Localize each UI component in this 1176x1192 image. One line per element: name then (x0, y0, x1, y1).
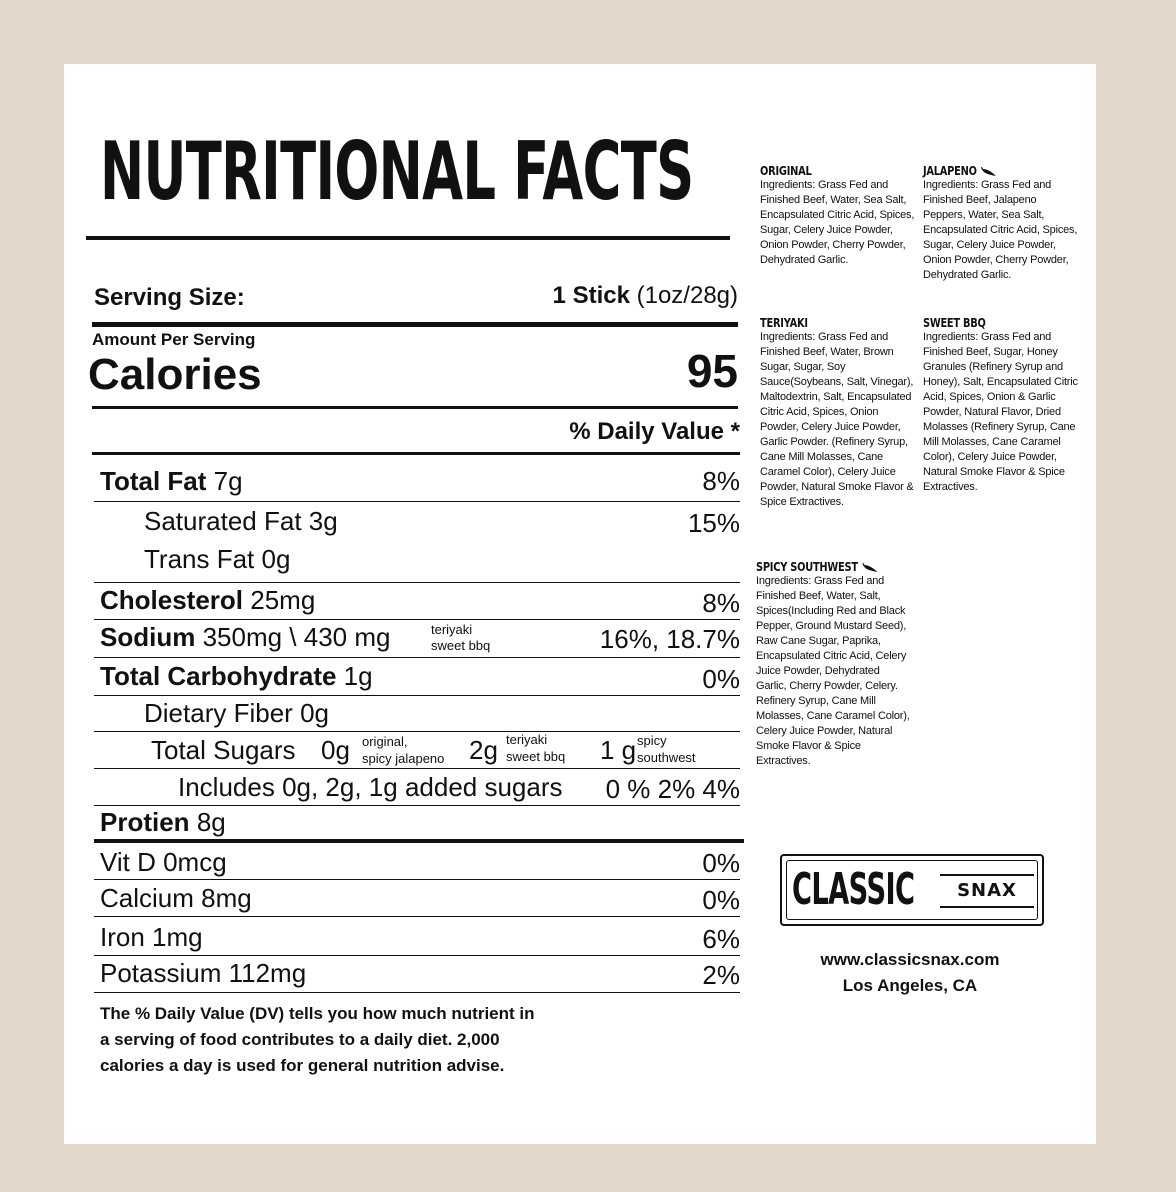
protein-amount: 8g (196, 807, 226, 837)
cholesterol-dv: 8% (702, 588, 740, 618)
serving-size-label: Serving Size: (94, 284, 245, 311)
sodium-dv: 16%, 18.7% (599, 624, 740, 654)
sugars-note-3b: southwest (637, 750, 696, 765)
title-rule (86, 236, 730, 240)
total-fat-row (100, 466, 243, 497)
iron-label: Iron 1mg (100, 922, 203, 952)
divider (94, 695, 740, 696)
sugars-note-1b: spicy jalapeno (362, 751, 445, 766)
divider (94, 955, 740, 956)
iron-dv: 6% (702, 924, 740, 954)
dv-header-rule (92, 452, 740, 455)
serving-amount: 1 Stick (552, 282, 630, 309)
total-carb-label: Total Carbohydrate (100, 661, 337, 691)
ingredients-sweet-bbq (923, 316, 1078, 495)
total-fat-label: Total Fat (100, 466, 207, 496)
sugars-amount-2: 2g (469, 735, 498, 765)
trans-fat-amount: 0g (261, 544, 291, 574)
ingredients-jalapeno-text: Ingredients: Grass Fed and Finished Beef, Jalapeno Peppers, Water, Sea Salt, Encapsulated Citric Acid, Spices, Sugar, Celery Juice Powder, Onion Powder, Cherry Powder, Dehydrated Garlic. (923, 179, 1078, 281)
footnote-line-2: a serving of food contributes to a daily diet. 2,000 (100, 1030, 500, 1049)
protein-label: Protien (100, 807, 190, 837)
divider (94, 731, 740, 732)
cholesterol-amount: 25mg (250, 585, 316, 615)
logo-word-classic: CLASSIC (792, 864, 915, 915)
protein-row (100, 807, 226, 838)
fiber-label: Dietary Fiber (144, 698, 293, 728)
pepper-icon (863, 563, 879, 573)
ingredients-original-text: Ingredients: Grass Fed and Finished Beef, Water, Sea Salt, Encapsulated Citric Acid, Spices, Sugar, Celery Juice Powder, Onion Powder, Cherry Powder, Dehydrated Garlic. (760, 179, 915, 266)
trans-fat-label: Trans Fat (144, 544, 255, 574)
sodium-amount: 350mg \ 430 mg (202, 622, 391, 652)
sodium-row (100, 622, 390, 653)
saturated-fat-row (144, 506, 338, 537)
ingredients-spicy-southwest-text: Ingredients: Grass Fed and Finished Beef, Water, Salt, Spices(Including Red and Black Pepper, Ground Mustard Seed), Raw Cane Sugar, Paprika, Encapsulated Citric Acid, Celery Juice Powder, Dehydrated Garlic, Cherry Powder, Celery. Refinery Syrup, Cane Mill Molasses, Cane Caramel Color), Celery Juice Powder, Natural Smoke Flavor & Spice Extractives. (756, 575, 910, 767)
pepper-icon (982, 167, 998, 177)
amount-per-serving-label: Amount Per Serving (92, 330, 256, 349)
divider (94, 768, 740, 769)
footnote-line-3: calories a day is used for general nutrition advise. (100, 1056, 505, 1075)
saturated-fat-dv: 15% (687, 508, 740, 538)
divider (94, 992, 740, 993)
added-sugars-label: Includes 0g, 2g, 1g added sugars (178, 772, 563, 802)
brand-logo (780, 854, 1044, 926)
divider (94, 657, 740, 658)
total-fat-dv: 8% (702, 466, 740, 496)
vit-d-dv: 0% (702, 848, 740, 878)
total-carb-amount: 1g (343, 661, 373, 691)
page-title: NUTRITIONAL FACTS (100, 125, 694, 218)
sugars-label: Total Sugars (151, 735, 296, 765)
sodium-label: Sodium (100, 622, 196, 652)
sodium-note-2: sweet bbq (431, 638, 491, 653)
protein-thick-rule (94, 839, 744, 843)
fiber-amount: 0g (300, 698, 329, 728)
ingredients-spicy-southwest-title: SPICY SOUTHWEST (756, 560, 858, 574)
serving-rule (92, 322, 738, 327)
logo-word-snax: SNAX (940, 874, 1034, 908)
sugars-note-3a: spicy (637, 733, 667, 748)
sugars-amount-1: 0g (321, 735, 350, 765)
calcium-dv: 0% (702, 885, 740, 915)
ingredients-teriyaki-text: Ingredients: Grass Fed and Finished Beef, Water, Brown Sugar, Sugar, Soy Sauce(Soybeans, Salt, Vinegar), Maltodextrin, Salt, Encapsulated Citric Acid, Spices, Onion Powder, Celery Juice Powder, Garlic Powder. (Refinery Syrup, Cane Mill Molasses, Cane Caramel Color), Celery Juice Powder, Natural Smoke Flavor & Spice Extractives. (760, 331, 914, 508)
divider (94, 805, 740, 806)
sugars-note-1a: original, (362, 734, 408, 749)
sodium-note-1: teriyaki (431, 622, 473, 637)
nutrition-card (64, 64, 1096, 1144)
calories-rule (92, 406, 738, 409)
total-fat-amount: 7g (213, 466, 243, 496)
potassium-label: Potassium 112mg (100, 958, 307, 988)
saturated-fat-amount: 3g (308, 506, 338, 536)
ingredients-jalapeno-heading (923, 164, 1050, 178)
divider (94, 501, 740, 502)
footnote-line-1: The % Daily Value (DV) tells you how much nutrient in (100, 1004, 535, 1023)
divider (94, 582, 740, 583)
ingredients-jalapeno-title: JALAPENO (923, 164, 977, 178)
divider (94, 879, 740, 880)
fiber-row (144, 698, 329, 729)
vit-d-label: Vit D 0mcg (100, 847, 227, 877)
potassium-dv: 2% (702, 960, 740, 990)
ingredients-spicy-southwest (756, 560, 911, 769)
ingredients-original (760, 164, 915, 268)
sugars-amount-3: 1 g (600, 735, 637, 765)
website-link[interactable]: www.classicsnax.com (820, 950, 1000, 969)
location-text: Los Angeles, CA (842, 976, 978, 995)
ingredients-teriyaki (760, 316, 915, 510)
calcium-label: Calcium 8mg (100, 883, 252, 913)
ingredients-teriyaki-title: TERIYAKI (760, 316, 808, 330)
cholesterol-label: Cholesterol (100, 585, 244, 615)
added-sugars-dv: 0 % 2% 4% (605, 774, 740, 804)
saturated-fat-label: Saturated Fat (144, 506, 302, 536)
daily-value-header: % Daily Value * (569, 418, 740, 445)
serving-size-value (524, 282, 738, 310)
serving-weight: (1oz/28g) (636, 282, 738, 309)
ingredients-original-title: ORIGINAL (760, 164, 812, 178)
ingredients-spicy-southwest-heading (756, 560, 883, 574)
sugars-note-2b: sweet bbq (506, 749, 566, 764)
total-carb-dv: 0% (702, 664, 740, 694)
trans-fat-row (144, 544, 290, 575)
calories-label: Calories (88, 350, 262, 399)
ingredients-sweet-bbq-text: Ingredients: Grass Fed and Finished Beef, Sugar, Honey Granules (Refinery Syrup and Honey), Salt, Encapsulated Citric Acid, Spices, Onion & Garlic Powder, Natural Flavor, Dried Molasses (Refinery Syrup, Cane Mill Molasses, Cane Caramel Color), Celery Juice Powder, Natural Smoke Flavor & Spice Extractives. (923, 331, 1078, 493)
cholesterol-row (100, 585, 315, 616)
divider (94, 619, 740, 620)
ingredients-sweet-bbq-title: SWEET BBQ (923, 316, 986, 330)
ingredients-jalapeno (923, 164, 1078, 283)
total-carb-row (100, 661, 373, 692)
calories-value: 95 (686, 345, 738, 397)
divider (94, 916, 740, 917)
sugars-note-2a: teriyaki (506, 732, 548, 747)
